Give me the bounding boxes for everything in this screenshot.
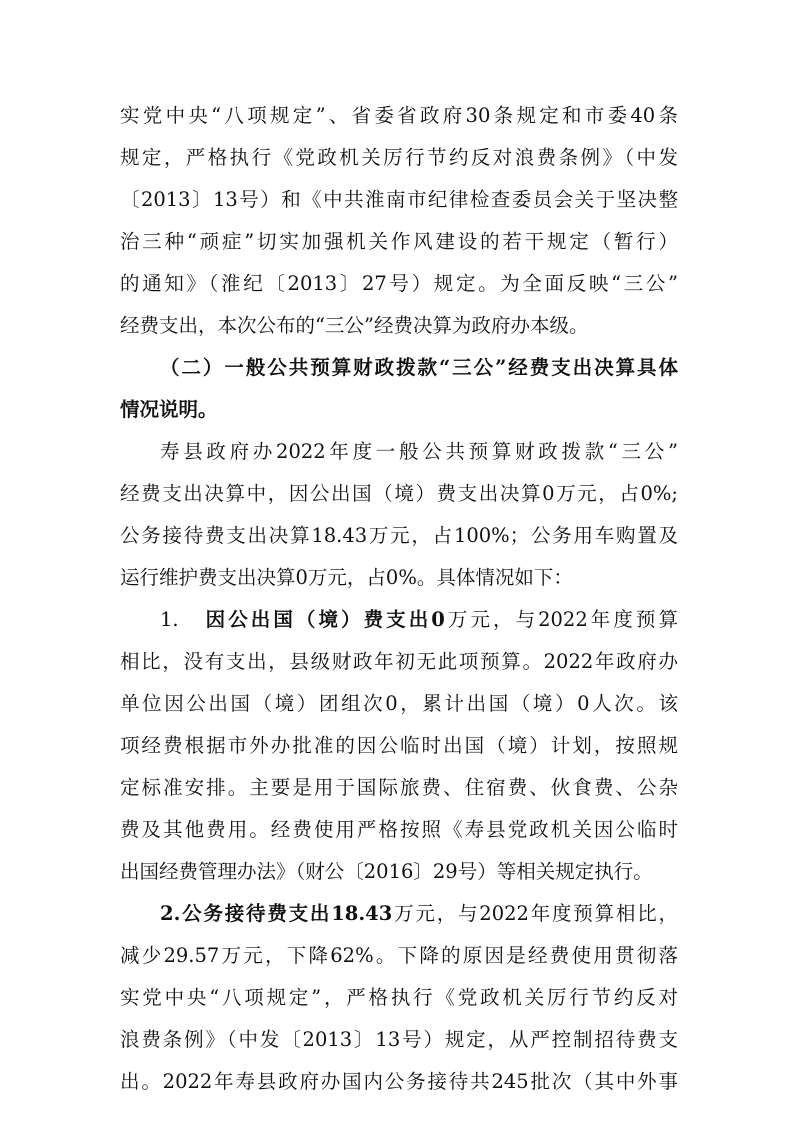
text-line: 费及其他费用。经费使用严格按照《寿县党政机关因公临时: [120, 818, 678, 841]
text-line: 寿县政府办2022年度一般公共预算财政拨款“三公”: [160, 440, 678, 463]
text-line: 出国经费管理办法》（财公〔2016〕29号）等相关规定执行。: [120, 860, 653, 883]
section-heading: （二）一般公共预算财政拨款“三公”经费支出决算具体: [160, 356, 678, 379]
item-1-text: 万元，与2022年度预算: [444, 608, 678, 631]
text-line: 的通知》（淮纪〔2013〕27号）规定。为全面反映“三公”: [120, 272, 678, 295]
text-line: 经费支出决算中，因公出国（境）费支出决算0万元，占0%;: [120, 482, 678, 505]
item-2-text: 万元，与2022年度预算相比，: [392, 902, 678, 925]
text-line: 治三种“顽症”切实加强机关作风建设的若干规定（暂行）: [120, 230, 678, 253]
item-1-first-line: [160, 604, 678, 636]
text-line: 定标准安排。主要是用于国际旅费、住宿费、伙食费、公杂: [120, 776, 678, 799]
section-heading: 情况说明。: [120, 398, 218, 421]
item-1-label: 因公出国（境）费支出0: [202, 608, 445, 631]
text-line: 运行维护费支出决算0万元，占0%。具体情况如下：: [120, 566, 573, 589]
text-line: 单位因公出国（境）团组次0，累计出国（境）0人次。该: [120, 692, 678, 715]
text-line: 相比，没有支出，县级财政年初无此项预算。2022年政府办: [120, 650, 678, 673]
text-line: 经费支出，本次公布的“三公”经费决算为政府办本级。: [120, 314, 589, 337]
text-line: 规定，严格执行《党政机关厉行节约反对浪费条例》（中发: [120, 146, 678, 169]
text-line: 〔2013〕13号）和《中共淮南市纪律检查委员会关于坚决整: [120, 188, 678, 211]
text-line: 公务接待费支出决算18.43万元，占100%；公务用车购置及: [120, 524, 678, 547]
item-2-label: 2.公务接待费支出18.43: [160, 902, 393, 925]
text-line: 项经费根据市外办批准的因公临时出国（境）计划，按照规: [120, 734, 678, 757]
text-line: 实党中央“八项规定”、省委省政府30条规定和市委40条: [120, 104, 678, 127]
text-line: 浪费条例》（中发〔2013〕13号）规定，从严控制招待费支: [120, 1028, 678, 1051]
text-line: 出。2022年寿县政府办国内公务接待共245批次（其中外事: [120, 1070, 678, 1093]
text-line: 减少29.57万元，下降62%。下降的原因是经费使用贯彻落: [120, 944, 678, 967]
item-1-number: 1.: [160, 608, 179, 631]
item-2-first-line: [160, 898, 678, 930]
text-line: 实党中央“八项规定”，严格执行《党政机关厉行节约反对: [120, 986, 678, 1009]
